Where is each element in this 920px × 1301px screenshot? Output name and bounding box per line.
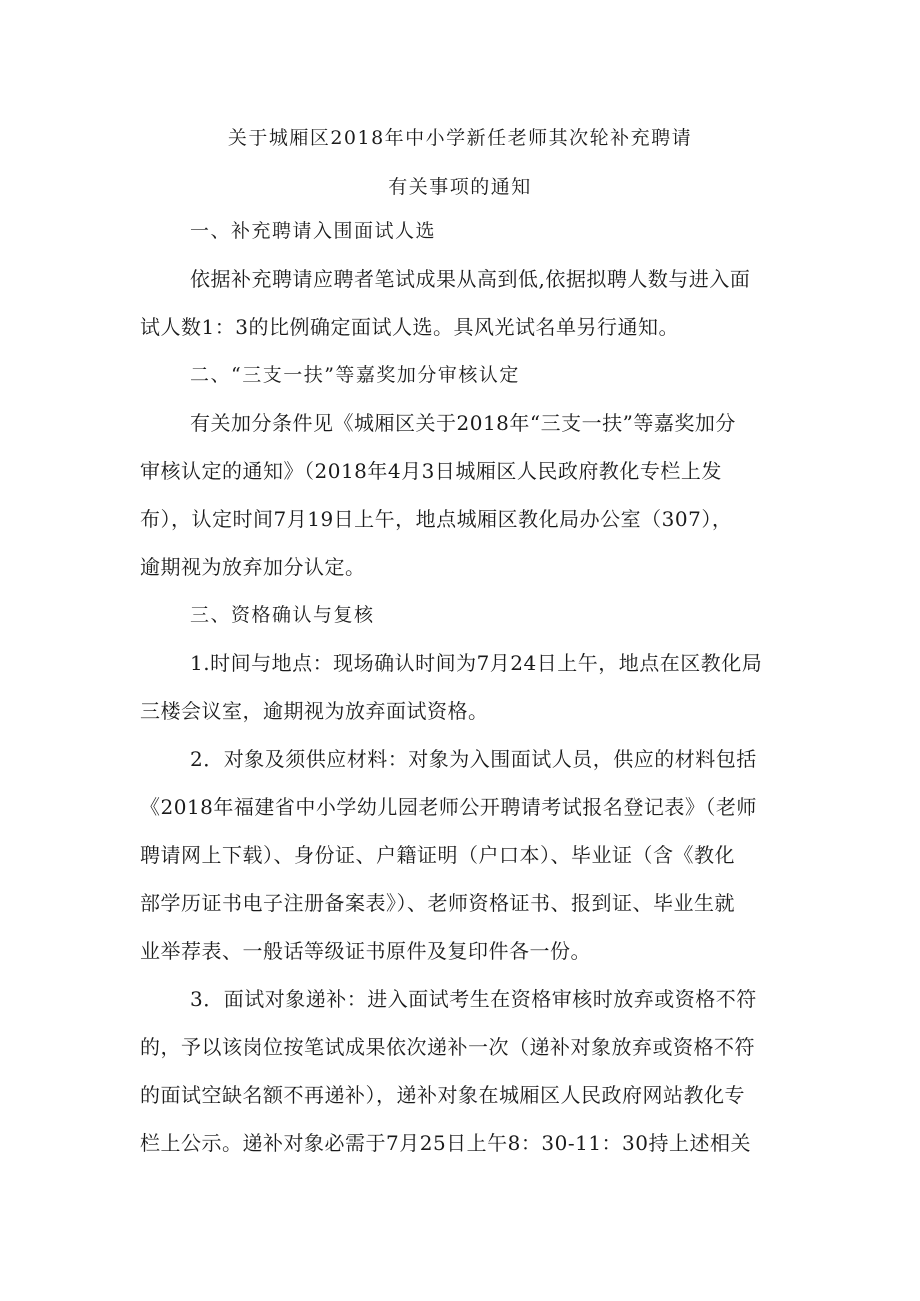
- paragraph-line: 1.时间与地点：现场确认时间为7月24日上午，地点在区教化局: [190, 651, 763, 675]
- paragraph-line: 的面试空缺名额不再递补），递补对象在城厢区人民政府网站教化专: [140, 1083, 745, 1107]
- paragraph-line: 有关加分条件见《城厢区关于2018年“三支一扶”等嘉奖加分: [190, 411, 736, 435]
- paragraph-line: 试人数1：3的比例确定面试人选。具风光试名单另行通知。: [140, 315, 679, 339]
- paragraph-line: 的，予以该岗位按笔试成果依次递补一次（递补对象放弃或资格不符: [140, 1035, 755, 1059]
- paragraph-line: 布），认定时间7月19日上午，地点城厢区教化局办公室（307），: [140, 507, 733, 531]
- paragraph-line: 《2018年福建省中小学幼儿园老师公开聘请考试报名登记表》（老师: [140, 795, 757, 819]
- section-heading-3: 三、资格确认与复核: [190, 604, 375, 626]
- paragraph-line: 部学历证书电子注册备案表》）、老师资格证书、报到证、毕业生就: [140, 891, 735, 915]
- paragraph-line: 2．对象及须供应材料：对象为入围面试人员，供应的材料包括: [190, 747, 757, 771]
- section-heading-2: 二、“三支一扶”等嘉奖加分审核认定: [190, 364, 520, 386]
- paragraph-line: 栏上公示。递补对象必需于7月25日上午8：30-11：30持上述相关: [140, 1131, 752, 1155]
- paragraph-line: 聘请网上下载）、身份证、户籍证明（户口本）、毕业证（含《教化: [140, 843, 735, 867]
- document-title-line-2: 有关事项的通知: [388, 176, 532, 198]
- paragraph-line: 审核认定的通知》（2018年4月3日城厢区人民政府教化专栏上发: [140, 459, 722, 483]
- section-heading-1: 一、补充聘请入围面试人选: [190, 220, 437, 242]
- paragraph-line: 三楼会议室，逾期视为放弃面试资格。: [140, 699, 489, 723]
- paragraph-line: 业举荐表、一般话等级证书原件及复印件各一份。: [140, 939, 591, 963]
- paragraph-line: 3．面试对象递补：进入面试考生在资格审核时放弃或资格不符: [190, 987, 757, 1011]
- document-title-line-1: 关于城厢区2018年中小学新任老师其次轮补充聘请: [227, 127, 693, 149]
- paragraph-line: 逾期视为放弃加分认定。: [140, 555, 366, 579]
- paragraph-line: 依据补充聘请应聘者笔试成果从高到低,依据拟聘人数与进入面: [190, 267, 751, 291]
